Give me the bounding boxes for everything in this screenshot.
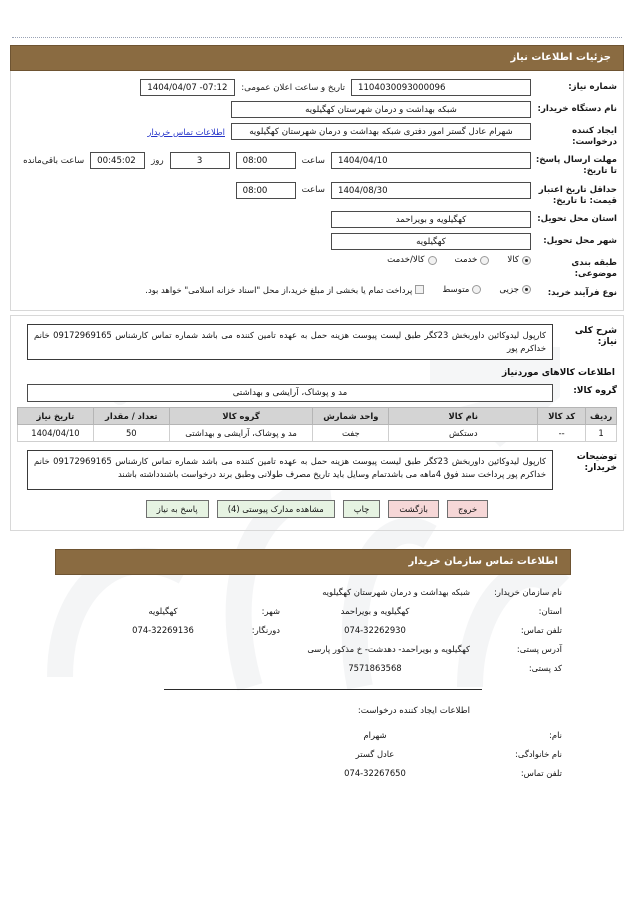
col-code: کد کالا <box>538 407 586 424</box>
row-buyer-notes <box>17 450 617 490</box>
contact-phone-value: 074-32262930 <box>344 624 406 635</box>
remaining-clock-label: ساعت باقی‌مانده <box>23 155 85 166</box>
action-button-bar <box>17 500 617 518</box>
requester-row-name <box>72 730 562 740</box>
requester-family-label: نام خانوادگی: <box>515 748 562 759</box>
category-option-kala-khedmat[interactable] <box>387 255 436 265</box>
respond-to-need-button[interactable]: پاسخ به نیاز <box>146 500 209 518</box>
buyer-contact-section <box>10 587 624 778</box>
row-validity <box>17 182 617 206</box>
category-option-khedmat[interactable] <box>455 255 490 265</box>
contact-city-label: شهر: <box>261 605 280 616</box>
validity-label: حداقل تاریخ اعتبار قیمت: تا تاریخ: <box>538 184 617 206</box>
cell-date: 1404/04/10 <box>18 424 94 441</box>
process-option-jozei[interactable] <box>499 285 531 295</box>
row-buyer-org <box>17 101 617 118</box>
contact-row-province-city <box>72 606 562 616</box>
remaining-days-label: روز <box>151 155 164 166</box>
need-number-value: 1104030093000096 <box>351 79 531 96</box>
category-option-kala[interactable] <box>507 255 531 265</box>
announce-label: تاریخ و ساعت اعلان عمومی: <box>241 82 345 93</box>
col-qty: تعداد / مقدار <box>93 407 169 424</box>
cell-unit: جفت <box>313 424 389 441</box>
contact-row-org <box>72 587 562 597</box>
view-attachments-button[interactable]: مشاهده مدارک پیوستی (4) <box>217 500 335 518</box>
creator-label: ایجاد کننده درخواست: <box>571 126 617 147</box>
buyer-notes-label: توضیحات خریدار: <box>576 451 617 474</box>
buyer-contact-link[interactable]: اطلاعات تماس خریدار <box>147 126 225 137</box>
category-option-label: کالا <box>507 255 519 266</box>
col-group: گروه کالا <box>169 407 313 424</box>
validity-time-label: ساعت <box>301 185 325 196</box>
creator-value: شهرام عادل گستر امور دفتری شبکه بهداشت و درمان شهرستان کهگیلویه <box>231 123 531 140</box>
buyer-notes-value: کارپول لیدوکائین داوربخش 23کگر طبق لیست پیوست هزینه حمل به عهده تامین کننده می باشد شماره تماس کارشناس 09172969165 خانم خداکرم پور پرداخت سند فوق 4ماهه می باشدتمام وسایل باید تاریخ مصرف طولانی وطبق برند درخواست باشندداشته باشند <box>27 450 553 490</box>
contact-divider <box>164 689 482 690</box>
requester-row-phone <box>72 768 562 778</box>
row-creator <box>17 123 617 147</box>
city-label: شهر محل تحویل: <box>543 236 617 247</box>
deadline-date: 1404/04/10 <box>331 152 531 169</box>
contact-address-value: کهگیلویه و بویراحمد- دهدشت- خ مذکور پارسی <box>307 643 470 654</box>
goods-section-title: اطلاعات کالاهای موردنیاز <box>501 367 615 378</box>
row-city <box>17 233 617 250</box>
contact-province-label: استان: <box>538 605 562 616</box>
announce-value: 1404/04/07 -07:12 <box>140 79 235 96</box>
process-option-label: متوسط <box>442 284 470 295</box>
remaining-clock: 00:45:02 <box>90 152 145 169</box>
contact-row-phone-fax <box>72 625 562 635</box>
province-label: استان محل تحویل: <box>537 214 617 225</box>
buyer-contact-header: اطلاعات تماس سازمان خریدار <box>55 549 571 575</box>
requester-family-value: عادل گستر <box>355 748 395 759</box>
summary-value: کارپول لیدوکائین داوربخش 23کگر طبق لیست پیوست هزینه حمل به عهده تامین کننده می باشد شماره تماس کارشناس 09172969165 خانم خداکرم پور <box>27 324 553 360</box>
deadline-label: مهلت ارسال پاسخ: تا تاریخ: <box>535 155 617 177</box>
radio-icon <box>428 256 437 265</box>
document-page <box>0 37 634 778</box>
col-name: نام کالا <box>389 407 538 424</box>
need-details-panel <box>10 71 624 311</box>
process-option-motevaset[interactable] <box>442 285 481 295</box>
radio-icon <box>522 256 531 265</box>
table-row <box>18 424 617 441</box>
requester-phone-value: 074-32267650 <box>344 767 406 778</box>
row-summary <box>17 324 617 360</box>
deadline-time: 08:00 <box>236 152 296 169</box>
process-label: نوع فرآیند خرید: <box>547 287 617 298</box>
treasury-checkbox-option[interactable] <box>145 285 424 295</box>
contact-fax-label: دورنگار: <box>251 624 280 635</box>
buyer-org-value: شبکه بهداشت و درمان شهرستان کهگیلویه <box>231 101 531 118</box>
row-process-type <box>17 285 617 299</box>
contact-row-address <box>72 644 562 654</box>
process-options <box>131 285 531 295</box>
goods-group-label: گروه کالا: <box>573 385 617 396</box>
need-number-label: شماره نیاز: <box>568 82 617 92</box>
back-button[interactable]: بازگشت <box>388 500 439 518</box>
buyer-org-label: نام دستگاه خریدار: <box>537 104 617 114</box>
category-option-label: خدمت <box>454 255 478 266</box>
process-option-label: جزیی <box>499 284 519 295</box>
checkbox-icon <box>415 285 424 294</box>
deadline-time-label: ساعت <box>301 155 325 166</box>
contact-postal-label: کد پستی: <box>528 662 562 673</box>
row-need-number <box>17 79 617 96</box>
cell-qty: 50 <box>93 424 169 441</box>
row-deadline <box>17 152 617 176</box>
cell-group: مد و پوشاک، آرایشی و بهداشتی <box>169 424 313 441</box>
goods-group-value: مد و پوشاک، آرایشی و بهداشتی <box>27 384 553 402</box>
col-radif: ردیف <box>586 407 617 424</box>
radio-icon <box>480 256 489 265</box>
contact-org-value: شبکه بهداشت و درمان شهرستان کهگیلویه <box>322 586 470 597</box>
exit-button[interactable]: خروج <box>447 500 488 518</box>
requester-section-title: اطلاعات ایجاد کننده درخواست: <box>357 705 470 716</box>
contact-postal-value: 7571863568 <box>348 662 402 673</box>
row-category <box>17 255 617 279</box>
contact-fax-value: 074-32269136 <box>132 624 194 635</box>
contact-city-value: کهگیلویه <box>148 605 178 616</box>
goods-table <box>17 407 617 442</box>
province-value: کهگیلویه و بویراحمد <box>331 211 531 228</box>
contact-org-label: نام سازمان خریدار: <box>494 586 562 597</box>
treasury-checkbox-label: پرداخت تمام یا بخشی از مبلغ خرید،از محل "اسناد خزانه اسلامی" خواهد بود. <box>145 284 413 295</box>
contact-address-label: آدرس پستی: <box>516 643 562 654</box>
table-header-row <box>18 407 617 424</box>
contact-row-postal <box>72 663 562 673</box>
city-value: کهگیلویه <box>331 233 531 250</box>
radio-icon <box>522 285 531 294</box>
row-goods-group <box>17 384 617 402</box>
row-province <box>17 211 617 228</box>
requester-row-family <box>72 749 562 759</box>
col-unit: واحد شمارش <box>313 407 389 424</box>
contact-phone-label: تلفن تماس: <box>520 624 562 635</box>
contact-province-value: کهگیلویه و بویراحمد <box>340 605 410 616</box>
need-details-header: جزئیات اطلاعات نیاز <box>10 45 624 71</box>
category-option-label: کالا/خدمت <box>387 255 425 266</box>
radio-icon <box>472 285 481 294</box>
requester-name-label: نام: <box>549 729 562 740</box>
requester-phone-label: تلفن تماس: <box>520 767 562 778</box>
summary-panel <box>10 315 624 531</box>
col-date: تاریخ نیاز <box>18 407 94 424</box>
validity-time: 08:00 <box>236 182 296 199</box>
cell-radif: 1 <box>586 424 617 441</box>
summary-label: شرح کلی نیاز: <box>574 325 617 348</box>
top-divider <box>12 37 622 39</box>
remaining-days: 3 <box>170 152 230 169</box>
category-label: طبقه بندی موضوعی: <box>571 258 617 280</box>
cell-code: -- <box>538 424 586 441</box>
print-button[interactable]: چاپ <box>343 500 381 518</box>
cell-name: دستکش <box>389 424 538 441</box>
validity-date: 1404/08/30 <box>331 182 531 199</box>
category-options <box>373 255 531 265</box>
requester-name-value: شهرام <box>363 729 387 740</box>
